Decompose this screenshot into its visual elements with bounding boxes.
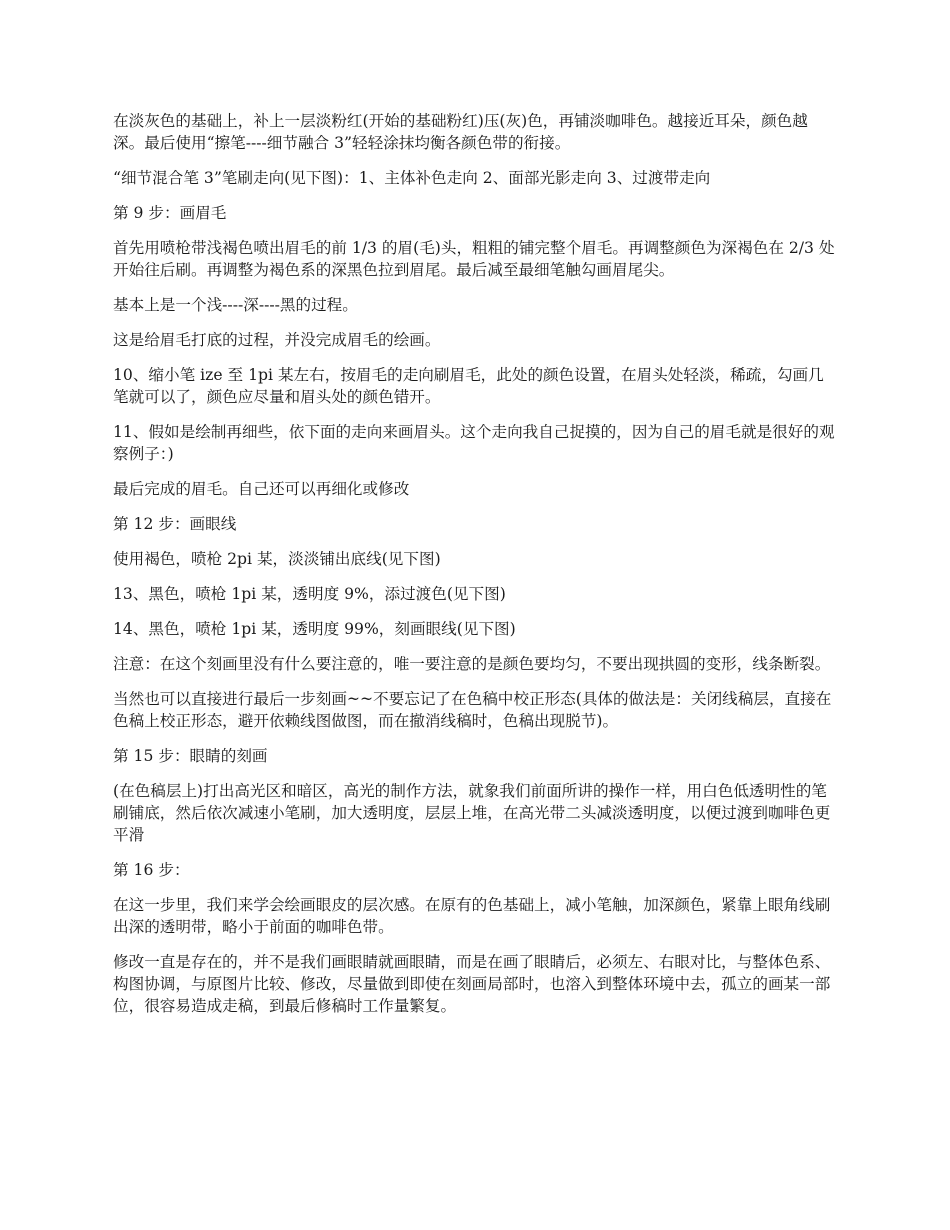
step-15-heading: 第 15 步：眼睛的刻画 <box>113 747 268 765</box>
step-16-heading: 第 16 步： <box>113 861 190 879</box>
paragraph-revision: 修改一直是存在的，并不是我们画眼睛就画眼睛，而是在画了眼睛后，必须左、右眼对比，与整体色系、构图协调，与原图片比较、修改，尽量做到即使在刻画局部时，也溶入到整体环境中去，孤立的画某一部位，很容易造成走稿，到最后修稿时工作量繁复。 <box>113 953 831 1015</box>
paragraph-eyeliner-base: 使用褐色，喷枪 2pi 某，淡淡铺出底线(见下图) <box>113 550 441 568</box>
paragraph-step-13: 13、黑色，喷枪 1pi 某，透明度 9%，添过渡色(见下图) <box>113 585 506 603</box>
paragraph-highlight: (在色稿层上)打出高光区和暗区，高光的制作方法，就象我们前面所讲的操作一样，用白色低透明性的笔刷铺底，然后依次减速小笔刷，加大透明度，层层上堆，在高光带二头减淡透明度，以便过渡到咖啡色更平滑 <box>113 782 831 844</box>
paragraph-light-dark-process: 基本上是一个浅----深----黑的过程。 <box>113 296 358 314</box>
paragraph-eyebrow-base: 首先用喷枪带浅褐色喷出眉毛的前 1/3 的眉(毛)头，粗粗的铺完整个眉毛。再调整颜色为深褐色在 2/3 处开始往后刷。再调整为褐色系的深黑色拉到眉尾。最后减至最细笔触勾画眉尾尖。 <box>113 239 835 279</box>
step-9-heading: 第 9 步：画眉毛 <box>113 204 227 222</box>
paragraph-note: 注意：在这个刻画里没有什么要注意的，唯一要注意的是颜色要均匀，不要出现拱圆的变形，线条断裂。 <box>113 655 831 673</box>
document-page <box>113 110 838 1030</box>
paragraph-finished-eyebrow: 最后完成的眉毛。自己还可以再细化或修改 <box>113 480 410 498</box>
paragraph-step-10: 10、缩小笔 ize 至 1pi 某左右，按眉毛的走向刷眉毛，此处的颜色设置，在眉头处轻淡，稀疏，勾画几笔就可以了，颜色应尽量和眉头处的颜色错开。 <box>113 366 824 406</box>
paragraph-brush-direction: “细节混合笔 3”笔刷走向(见下图)：1、主体补色走向 2、面部光影走向 3、过渡带走向 <box>113 169 711 187</box>
step-12-heading: 第 12 步：画眼线 <box>113 515 237 533</box>
paragraph-step-14: 14、黑色，喷枪 1pi 某，透明度 99%，刻画眼线(见下图) <box>113 620 516 638</box>
paragraph-ear-shading: 在淡灰色的基础上，补上一层淡粉红(开始的基础粉红)压(灰)色，再铺淡咖啡色。越接近耳朵，颜色越深。最后使用“擦笔----细节融合 3”轻轻涂抹均衡各颜色带的衔接。 <box>113 112 808 152</box>
paragraph-eyelid-layers: 在这一步里，我们来学会绘画眼皮的层次感。在原有的色基础上，减小笔触，加深颜色，紧靠上眼角线刷出深的透明带，略小于前面的咖啡色带。 <box>113 896 831 936</box>
paragraph-correct-shape: 当然也可以直接进行最后一步刻画~~不要忘记了在色稿中校正形态(具体的做法是：关闭线稿层，直接在色稿上校正形态，避开依赖线图做图，而在撤消线稿时，色稿出现脱节)。 <box>113 690 832 730</box>
paragraph-step-11: 11、假如是绘制再细些，依下面的走向来画眉头。这个走向我自己捉摸的，因为自己的眉毛就是很好的观察例子：) <box>113 423 835 463</box>
paragraph-eyebrow-underpaint: 这是给眉毛打底的过程，并没完成眉毛的绘画。 <box>113 331 441 349</box>
